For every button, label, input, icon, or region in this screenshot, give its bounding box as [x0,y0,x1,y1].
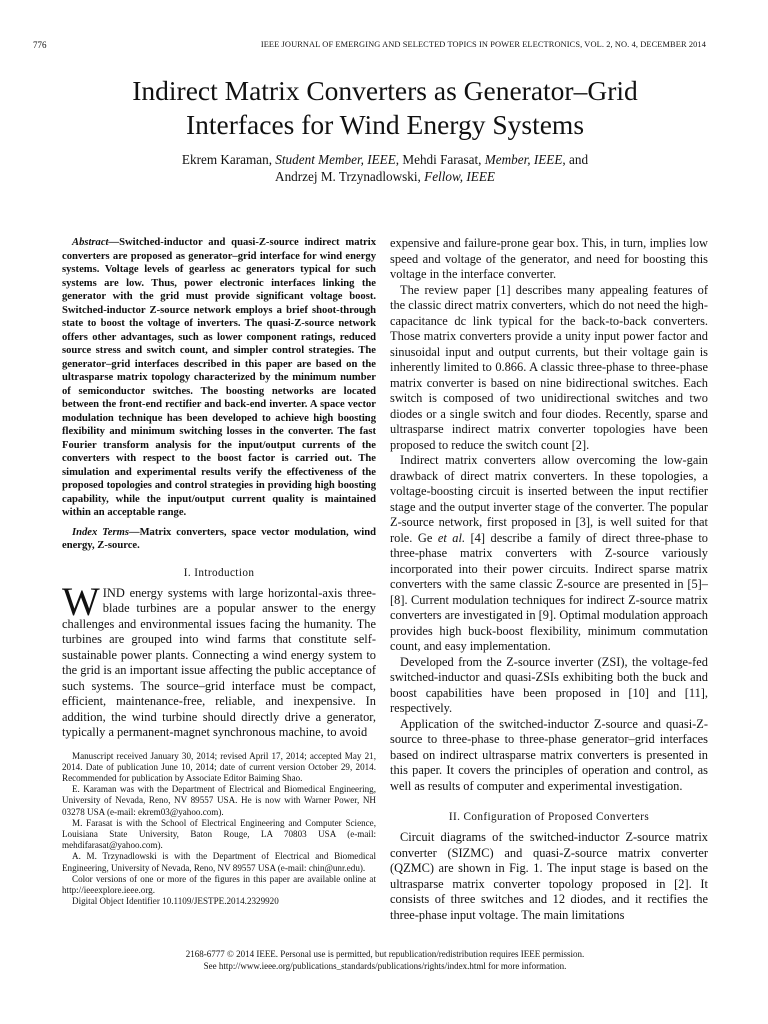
footnote-manuscript: Manuscript received January 30, 2014; revised April 17, 2014; accepted May 21, 2014. Date of publication June 10, 2014; date of current version October 29, 2014. Recommended for publication by Associate Editor Baiming Shao. [62,750,376,783]
left-column [62,236,376,907]
section-heading-introduction: I. Introduction [183,566,255,579]
author-list [40,151,730,185]
footnotes [62,751,376,908]
index-terms [62,526,376,553]
section-heading-configuration: II. Configuration of Proposed Converters [448,811,650,823]
author-2-membership: Member, IEEE [484,152,563,167]
abstract-text: Switched-inductor and quasi-Z-source indirect matrix converters are proposed as generator–grid interface for wind energy systems. Voltage levels of gearless ac generators typical for such systems are low. Thus, power electronic interfaces linking the generator with the grid must provide significant voltage boost. Switched-inductor Z-source network employs a brief shoot-through state to boost the voltage of inverters. The quasi-Z-source network offers other advantages, such as lower component ratings, reduced source stress and switch count, and simpler control strategies. The generator–grid interfaces described in this paper are based on the ultrasparse matrix topology characterized by the minimum number of semiconductor switches. The boosting networks are located between the front-end rectifier and back-end inverter. A space vector modulation technique has been developed to achieve high boosting flexibility and minimum switching losses in the converter. The fast Fourier transform analysis for the input/output currents of the converters with respect to the boost factor is carried out. The simulation and experimental results verify the effectiveness of the proposed topologies and control strategies in providing high boosting capability, while the input/output current quality is maintained within an acceptable range. [62,237,376,518]
index-terms-text: Matrix converters, space vector modulation, wind energy, Z-source. [62,526,376,551]
abstract-label: Abstract— [72,237,120,248]
introduction-text: IND energy systems with large horizontal-axis three-blade turbines are a popular answer to the energy challenges and environmental issues facing the humanity. The turbines are grouped into wind farms that constitute self-sustainable power plants. Connecting a wind energy system to the grid is an important issue affecting the public acceptance of such systems. The source–grid interface must be compact, efficient, maintenance-free, reliable, and inexpensive. In addition, the wind turbine should directly drive a generator, typically a permanent-magnet synchronous machine, to avoid [62,585,376,739]
author-3-membership: Fellow, IEEE [424,169,495,184]
introduction-paragraph [62,578,376,741]
footnote-author-3: A. M. Trzynadlowski is with the Department of Electrical and Biomedical Engineering, University of Nevada, Reno, NV 89557 USA (e-mail: chin@unr.edu). [62,851,376,873]
author-2-name: , Mehdi Farasat, [395,152,485,167]
abstract [62,236,376,520]
page-number: 776 [33,40,47,50]
paragraph-circuit: Circuit diagrams of the switched-inductor Z-source matrix converter (SIZMC) and quasi-Z-source matrix converter (QZMC) are shown in Fig. 1. The input stage is based on the ultrasparse matrix converter topology proposed in [2]. It consists of three switches and 12 diodes, and it rectifies the three-phase input voltage. The main limitations [390,830,708,922]
author-line-2 [40,168,730,185]
paragraph-indirect-b: [4] describe a family of direct three-phase to three-phase matrix converters with Z-source variously incorporated into their power circuits. Indirect sparse matrix converters with the same classic Z-source are presented in [5]–[8]. Current modulation techniques for indirect Z-source matrix converters are investigated in [9]. Optimal modulation approach provides high buck-boost flexibility, minimum commutation count, and easy implementation. [390,530,708,653]
paragraph-continuation: expensive and failure-prone gear box. This, in turn, implies low speed and voltage of the generator, and need for boosting this voltage in the interface converter. [390,236,708,281]
copyright-footer [40,949,730,972]
paper-title [40,74,730,142]
paragraph-zsi: Developed from the Z-source inverter (ZSI), the voltage-fed switched-inductor and quasi-ZSIs exhibiting both the buck and boost capabilities have been proposed in [10] and [11], respectively. [390,654,708,715]
running-head: IEEE JOURNAL OF EMERGING AND SELECTED TOPICS IN POWER ELECTRONICS, VOL. 2, NO. 4, DECEMBER 2014 [260,40,706,49]
author-3-name: Andrzej M. Trzynadlowski, [275,169,425,184]
drop-cap: W [62,578,100,624]
footer-line-1: 2168-6777 © 2014 IEEE. Personal use is permitted, but republication/redistribution requires IEEE permission. [185,949,585,959]
footnote-color: Color versions of one or more of the figures in this paper are available online at http://ieeexplore.ieee.org. [62,873,376,895]
footer-line-2: See http://www.ieee.org/publications_standards/publications/rights/index.html for more information. [203,960,567,971]
title-line-2: Interfaces for Wind Energy Systems [185,109,585,140]
paragraph-indirect [390,453,708,655]
paragraph-indirect-a: Indirect matrix converters allow overcoming the low-gain drawback of direct matrix converters. In these topologies, a voltage-boosting circuit is inserted between the input rectifier stage and the output inverter stage of the converter. The popular Z-source network, first proposed in [3], is well suited for that role. Ge [390,453,708,545]
author-1-name: Ekrem Karaman, [181,152,276,167]
author-1-membership: Student Member, IEEE [275,152,396,167]
title-line-1: Indirect Matrix Converters as Generator–Grid [132,75,638,106]
author-line-1 [40,151,730,168]
footnote-author-2: M. Farasat is with the School of Electrical Engineering and Computer Science, Louisiana State University, Baton Rouge, LA 70803 USA (e-mail: mehdifarasat@yahoo.com). [62,817,376,851]
paragraph-indirect-em: et al. [437,530,466,545]
footnote-author-1: E. Karaman was with the Department of Electrical and Biomedical Engineering, University of Nevada, Reno, NV 89557 USA. He is now with Warner Power, NH 03278 USA (e-mail: ekrem03@yahoo.com). [62,784,376,817]
paragraph-application: Application of the switched-inductor Z-source and quasi-Z-source to three-phase to three-phase generator–grid interfaces based on indirect ultrasparse matrix converters is presented in this paper. It covers the principles of operation and control, as well as results of computer and experimental investigation. [390,716,708,793]
right-column [390,236,708,923]
footnote-doi: Digital Object Identifier 10.1109/JESTPE.2014.2329920 [72,896,279,907]
paragraph-review: The review paper [1] describes many appealing features of the classic direct matrix converters, which do not need the high-capacitance dc link typical for the back-to-back converters. Those matrix converters provide a unity input power factor and sinusoidal input and output currents, but their voltage gain is inherently limited to 0.866. A classic three-phase to three-phase matrix converter is based on nine bidirectional switches. Each switch is composed of two unidirectional switches and two diodes or a single switch and four diodes. Recently, sparse and ultrasparse indirect matrix converter topologies have been proposed to reduce the switch count [2]. [390,282,708,452]
index-terms-label: Index Terms— [72,526,140,538]
author-conjunction: , and [562,152,589,167]
